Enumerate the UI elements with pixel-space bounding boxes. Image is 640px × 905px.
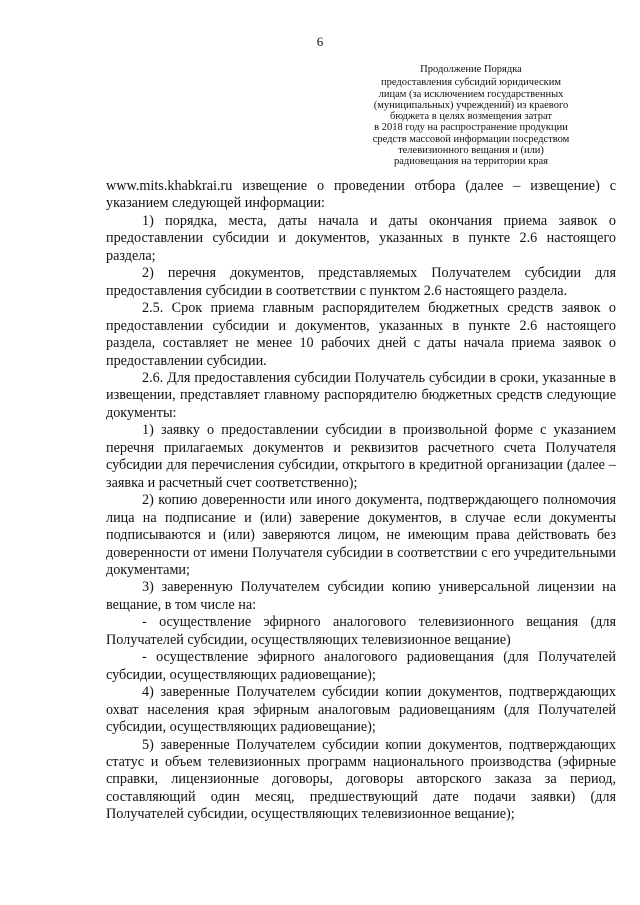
paragraph: 2) перечня документов, представляемых Получателем субсидии для предоставления субсидии в соответствии с пунктом 2.6 настоящего раздела. (106, 265, 616, 299)
paragraph: 2.6. Для предоставления субсидии Получатель субсидии в сроки, указанные в извещении, представляет главному распорядителю бюджетных средств следующие документы: (106, 369, 616, 421)
page-number: 6 (316, 34, 324, 49)
paragraph: - осуществление эфирного аналогового радиовещания (для Получателей субсидии, осуществляющих радиовещание); (106, 649, 616, 683)
paragraph: 1) порядка, места, даты начала и даты окончания приема заявок о предоставлении субсидии и документов, указанных в пункте 2.6 настоящего раздела; (106, 212, 616, 264)
document-body (106, 178, 616, 824)
paragraph: 2.5. Срок приема главным распорядителем бюджетных средств заявок о предоставлении субсидии и документов, указанных в пункте 2.6 настоящего раздела, составляет не менее 10 рабочих дней с даты начала приема заявок о предоставлении субсидии. (106, 300, 616, 369)
header-title: Продолжение Порядка (420, 64, 522, 75)
paragraph: 3) заверенную Получателем субсидии копию универсальной лицензии на вещание, в том числе на: (106, 579, 616, 613)
document-header (352, 64, 590, 168)
paragraph: 4) заверенные Получателем субсидии копии документов, подтверждающих охват населения края эфирным аналоговым радиовещаниям (для Получателей субсидии, осуществляющих радиовещание); (106, 684, 616, 736)
header-subtitle: предоставления субсидий юридическим лицам (за исключением государственных (муниципальных) учреждений) из краевого бюджета в целях возмещения затрат в 2018 году на распространение продукции средств массовой информации посредством телевизионного вещания и (или) радиовещания на территории края (372, 77, 570, 168)
paragraph: 2) копию доверенности или иного документа, подтверждающего полномочия лица на подписание и (или) заверение документов, в случае если документы подписываются и (или) заверяются лицом, не имеющим права действовать без доверенности от имени Получателя субсидии в соответствии с его учредительными документами; (106, 492, 616, 578)
paragraph: 5) заверенные Получателем субсидии копии документов, подтверждающих статус и объем телевизионных программ национального производства (эфирные справки, лицензионные договоры, договоры авторского заказа за период, составляющий один месяц, предшествующий дате подачи заявки) (для Получателей субсидии, осуществляющих телевизионное вещание); (106, 736, 616, 823)
paragraph: 1) заявку о предоставлении субсидии в произвольной форме с указанием перечня прилагаемых документов и реквизитов расчетного счета Получателя субсидии для перечисления субсидии, открытого в кредитной организации (далее – заявка и расчетный счет соответственно); (106, 422, 616, 491)
paragraph: www.mits.khabkrai.ru извещение о проведении отбора (далее – извещение) с указанием следующей информации: (106, 178, 616, 212)
paragraph: - осуществление эфирного аналогового телевизионного вещания (для Получателей субсидии, осуществляющих телевизионное вещание) (106, 614, 616, 648)
